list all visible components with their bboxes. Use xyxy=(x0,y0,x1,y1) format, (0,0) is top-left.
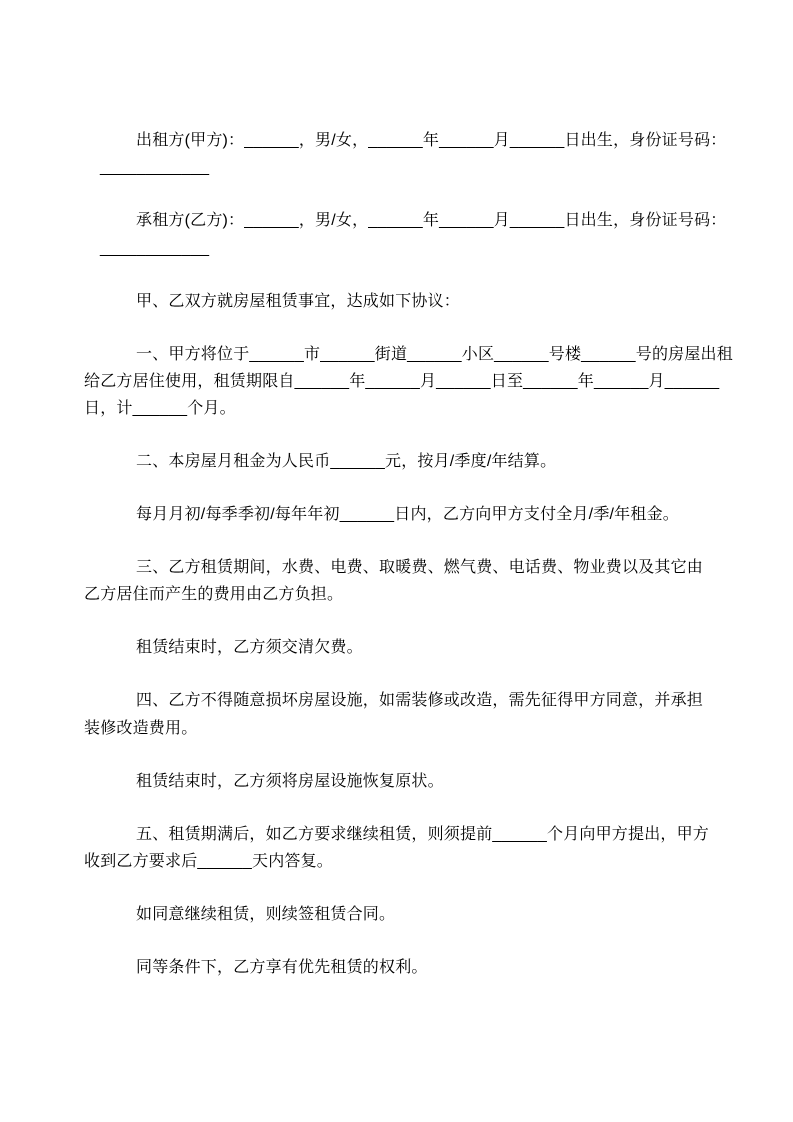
paragraph-clause-2-payment xyxy=(84,501,717,528)
text-line: 收到乙方要求后______天内答复。 xyxy=(84,852,333,870)
paragraph-clause-5-renew xyxy=(84,901,717,928)
paragraph-clause-4-restore xyxy=(84,768,717,795)
text-line: 承租方(乙方)：______，男/女，______年______月______日出生，身份证号码： xyxy=(136,212,727,230)
paragraph-clause-3-arrears xyxy=(84,634,717,661)
text-line: 乙方居住而产生的费用由乙方负担。 xyxy=(84,586,344,604)
text-line: 四、乙方不得随意损坏房屋设施，如需装修或改造，需先征得甲方同意，并承担 xyxy=(136,692,704,710)
paragraph-clause-5 xyxy=(84,821,717,876)
text-line: 装修改造费用。 xyxy=(84,719,198,737)
blank-underline: ____________ xyxy=(100,159,210,177)
paragraph-clause-2 xyxy=(84,448,717,475)
paragraph-clause-5-priority xyxy=(84,954,717,981)
text-line: 一、甲方将位于______市______街道______小区______号楼______号的房屋出租 xyxy=(136,345,733,363)
text-line: 同等条件下，乙方享有优先租赁的权利。 xyxy=(136,958,428,976)
text-line: 三、乙方租赁期间，水费、电费、取暖费、燃气费、电话费、物业费以及其它由 xyxy=(136,559,704,577)
paragraph-preamble xyxy=(84,288,717,315)
text-line: 给乙方居住使用，租赁期限自______年______月______日至______年______月______ xyxy=(84,372,720,390)
paragraph-clause-3 xyxy=(84,554,717,609)
text-line: 日，计______个月。 xyxy=(84,400,236,418)
text-line: 甲、乙双方就房屋租赁事宜，达成如下协议： xyxy=(136,292,461,310)
text-line: 每月月初/每季季初/每年年初______日内，乙方向甲方支付全月/季/年租金。 xyxy=(136,506,679,524)
text-line: 租赁结束时，乙方须将房屋设施恢复原状。 xyxy=(136,772,444,790)
paragraph-lessor-info xyxy=(84,127,727,182)
paragraph-clause-4 xyxy=(84,687,717,742)
document-body xyxy=(84,127,733,1007)
paragraph-lessee-info xyxy=(84,207,727,262)
text-line: 出租方(甲方)：______，男/女，______年______月______日出生，身份证号码： xyxy=(136,132,727,149)
text-line: 如同意继续租赁，则续签租赁合同。 xyxy=(136,905,396,923)
text-line: 五、租赁期满后，如乙方要求继续租赁，则须提前______个月向甲方提出，甲方 xyxy=(136,825,709,843)
blank-underline: ____________ xyxy=(100,239,210,257)
text-line: 租赁结束时，乙方须交清欠费。 xyxy=(136,639,363,657)
text-line: 二、本房屋月租金为人民币______元，按月/季度/年结算。 xyxy=(136,453,557,471)
paragraph-clause-1 xyxy=(84,341,733,423)
